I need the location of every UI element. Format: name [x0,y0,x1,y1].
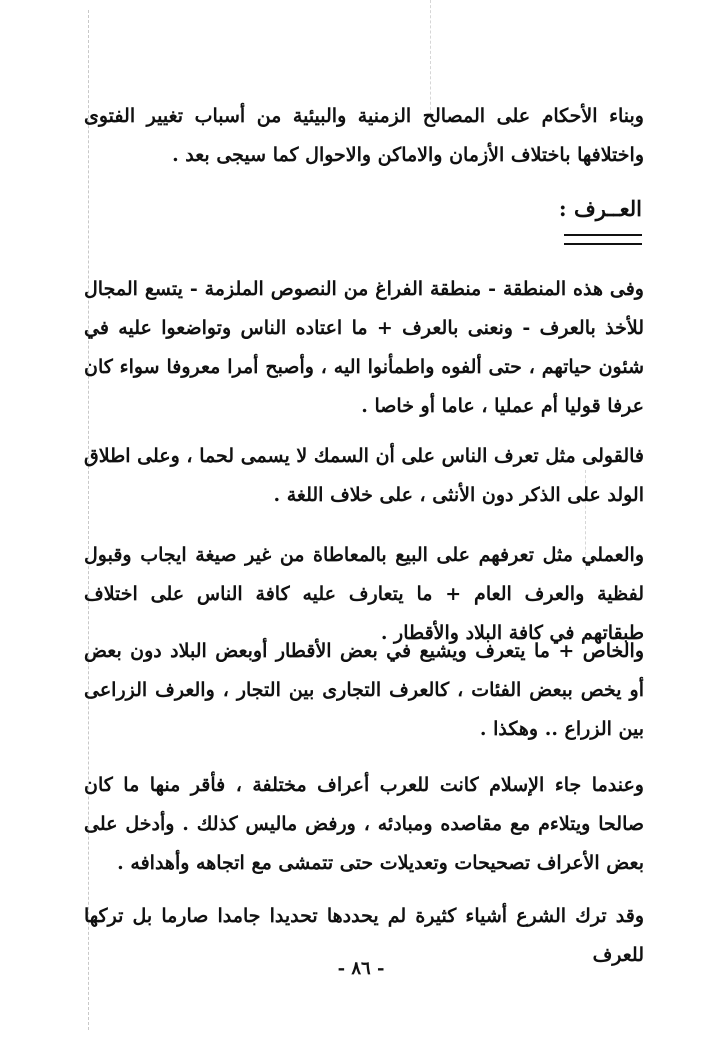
paragraph-sharia-left-to-custom: وقد ترك الشرع أشياء كثيرة لم يحددها تحديدا جامدا صارما بل تركها للعرف [84,905,644,966]
heading-double-underline [564,234,642,245]
paragraph-rulings-change: وبناء الأحكام على المصالح الزمنية والبيئية من أسباب تغيير الفتوى واختلافها باختلاف الأزمان والاماكن والاحوال كما سيجى بعد . [84,105,644,166]
paragraph-urf-definition: وفى هذه المنطقة - منطقة الفراغ من النصوص الملزمة - يتسع المجال للأخذ بالعرف - ونعنى بالعرف + ما اعتاده الناس وتواضعوا عليه في شئون حياتهم ، حتى ألفوه واطمأنوا اليه ، وأصبح أمرا معروفا سواء كان عرفا قوليا أم عمليا ، عاما أو خاصا . [84,278,644,417]
paragraph-islam-customs: وعندما جاء الإسلام كانت للعرب أعراف مختلفة ، فأقر منها ما كان صالحا ويتلاءم مع مقاصده ومبادئه ، ورفض ماليس كذلك . وأدخل على بعض الأعراف تصحيحات وتعديلات حتى تتمشى مع اتجاهه وأهدافه . [84,774,644,874]
paragraph-practical-custom: والعملي مثل تعرفهم على البيع بالمعاطاة من غير صيغة ايجاب وقبول لفظية والعرف العام + ما يتعارف عليه كافة الناس على اختلاف طبقاتهم في كافة البلاد والأقطار . [84,544,644,644]
paragraph-verbal-custom: فالقولى مثل تعرف الناس على أن السمك لا يسمى لحما ، وعلى اطلاق الولد على الذكر دون الأنثى ، على خلاف اللغة . [84,445,644,506]
page-number: - ٨٦ - [337,958,385,979]
section-heading-urf: العــرف : [558,196,642,221]
paragraph-specific-custom: والخاص + ما يتعرف ويشيع في بعض الأقطار أوبعض البلاد دون بعض أو يخص ببعض الفئات ، كالعرف التجارى بين التجار ، والعرف الزراعى بين الزراع .. وهكذا . [84,640,644,740]
